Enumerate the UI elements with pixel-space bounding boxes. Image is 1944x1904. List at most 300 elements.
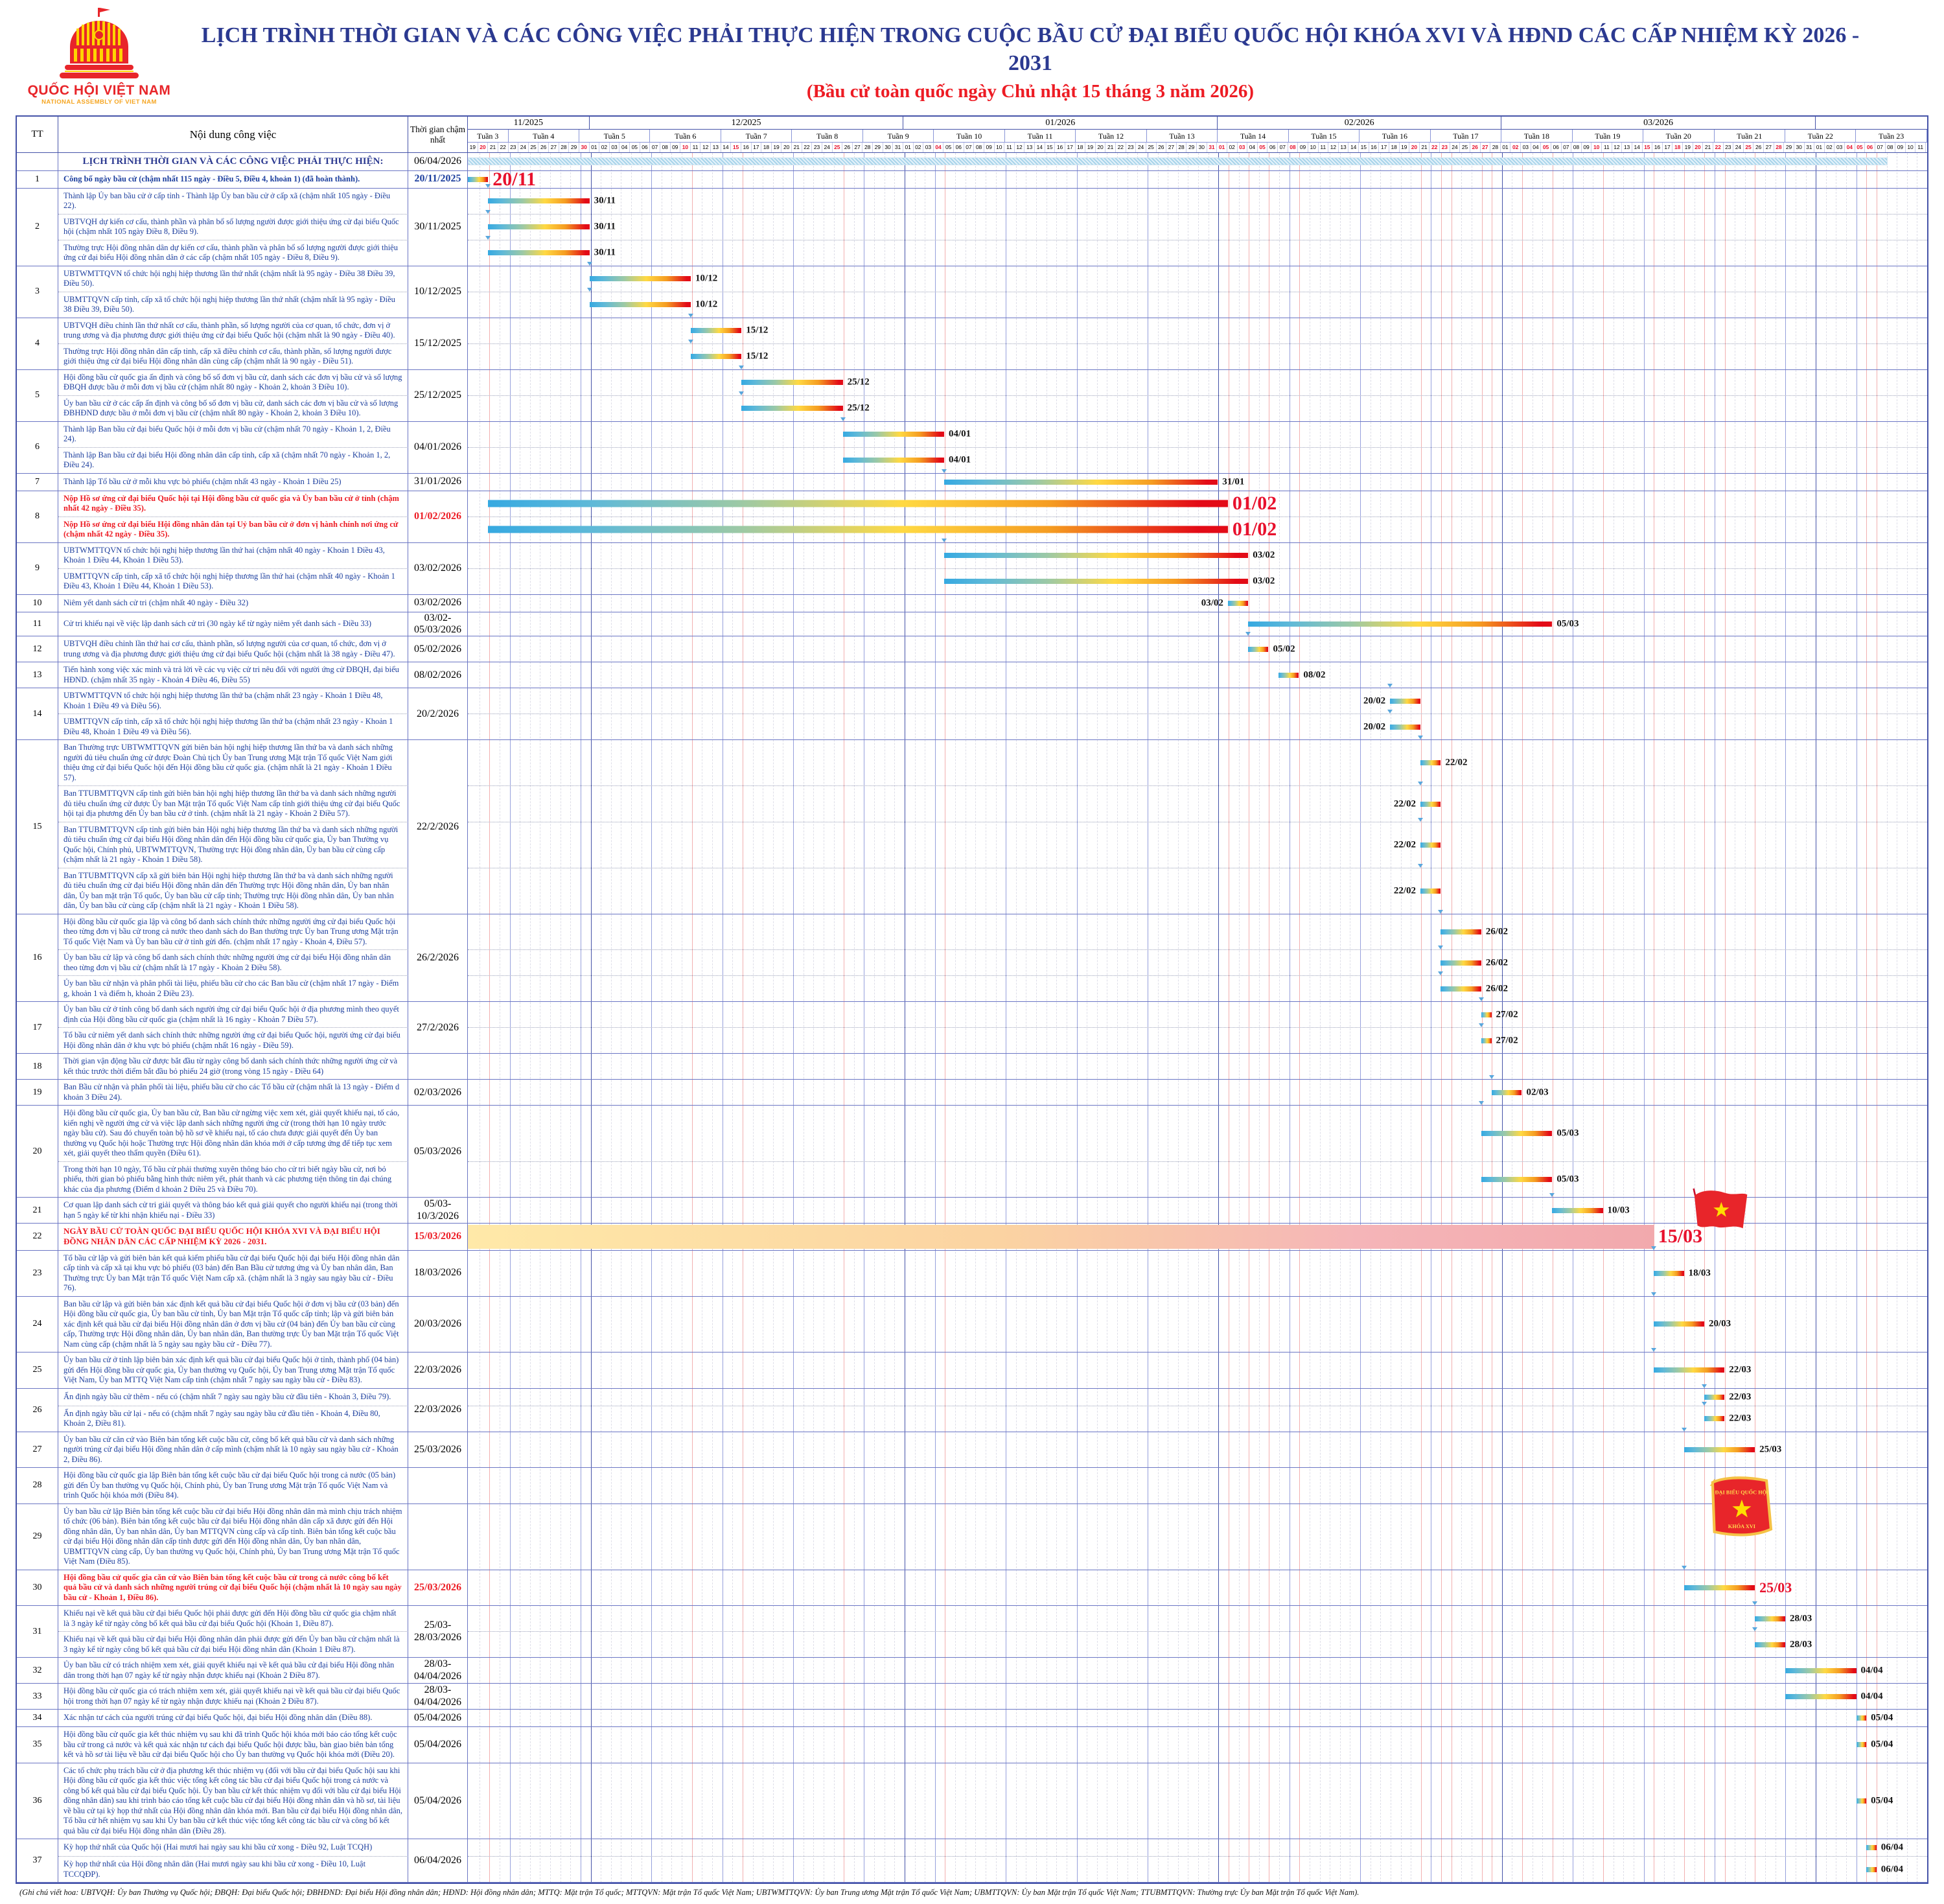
gantt-lane (468, 568, 1927, 594)
day-header: 05 (943, 143, 954, 152)
deadline-date (408, 1839, 468, 1882)
bar-date-label: 05/04 (1871, 1712, 1893, 1723)
gantt-lane (468, 785, 1927, 822)
deadline-date (408, 1432, 468, 1468)
deadline-line: 06/04/2026 (414, 156, 461, 167)
day-header: 19 (468, 143, 478, 152)
task-description: UBTVQH điều chỉnh lần thứ nhất cơ cấu, thành phần, số lượng người của cơ quan, tổ chức, đơn vị ở trung ương và địa phương được giới thiệu ứng cử đại biểu Quốc hội (chậm nhất là 90 ngày - Điều 40). (58, 318, 408, 343)
dependency-arrow-icon (1752, 1601, 1757, 1605)
week-header: Tuần 12 (1076, 130, 1146, 143)
row-number: 27 (17, 1432, 58, 1468)
deadline-line: 05/04/2026 (414, 1739, 461, 1750)
dependency-arrow-icon (1682, 1566, 1687, 1570)
gantt-bar (1481, 1038, 1492, 1043)
deadline-line: 20/2/2026 (417, 708, 459, 719)
day-header: 06 (1267, 143, 1278, 152)
dependency-arrow-icon (840, 417, 846, 421)
deadline-date (408, 1224, 468, 1249)
day-header: 08 (1288, 143, 1299, 152)
gantt-lane (468, 1054, 1927, 1079)
deadline-date (408, 1002, 468, 1053)
deadline-date (408, 189, 468, 266)
gantt-lane (468, 868, 1927, 914)
deadline-date (408, 543, 468, 594)
deadline-date (408, 491, 468, 542)
task-description: Ủy ban bầu cử nhận và phân phối tài liệu, phiếu bầu cử cho các Ban bầu cử (chậm nhất 17 ngày - Điểm g, khoản 1 và điểm h, khoản 2 Điều 23). (58, 975, 408, 1001)
gantt-lane (468, 714, 1927, 739)
gantt-lane (468, 1606, 1927, 1631)
national-assembly-logo (25, 6, 174, 106)
dependency-arrow-icon (1479, 997, 1484, 1001)
day-header: 24 (1450, 143, 1461, 152)
vietnam-flag-icon (1687, 1177, 1752, 1247)
day-header: 08 (1886, 143, 1896, 152)
week-header: Tuần 6 (650, 130, 721, 143)
gantt-bar (1704, 1416, 1724, 1421)
row-number: 23 (17, 1251, 58, 1296)
day-header: 14 (1632, 143, 1643, 152)
bar-date-label: 20/02 (1363, 695, 1386, 706)
schedule-row (17, 1080, 1927, 1106)
schedule-row (17, 318, 1927, 370)
day-header: 06 (1551, 143, 1562, 152)
week-header: Tuần 20 (1643, 130, 1714, 143)
week-header: Tuần 21 (1715, 130, 1785, 143)
bar-date-label: 26/02 (1485, 957, 1509, 968)
gantt-lane (468, 491, 1927, 517)
gantt-bar (488, 250, 589, 255)
table-body (17, 153, 1927, 1883)
row-number: 29 (17, 1504, 58, 1570)
day-header: 17 (1379, 143, 1389, 152)
deadline-date (408, 1054, 468, 1079)
day-header: 02 (1510, 143, 1521, 152)
dependency-arrow-icon (1479, 1101, 1484, 1105)
dependency-arrow-icon (1438, 971, 1443, 975)
task-description: Thành lập Tổ bầu cử ở mỗi khu vực bỏ phiếu (chậm nhất 43 ngày - Khoản 1 Điều 25) (58, 474, 408, 491)
bar-date-label: 30/11 (594, 247, 616, 258)
bar-date-label: 22/02 (1393, 839, 1417, 850)
task-description: Ủy ban bầu cử lập và công bố danh sách chính thức những người ứng cử đại biểu Hội đồng nhân dân theo từng đơn vị bầu cử (chậm nhất là 17 ngày - Khoản 2 Điều 58). (58, 949, 408, 975)
dependency-arrow-icon (587, 288, 592, 292)
row-number: 12 (17, 636, 58, 662)
gantt-bar (1866, 1845, 1877, 1850)
day-header: 05 (1541, 143, 1551, 152)
deadline-date (408, 1570, 468, 1606)
week-header: Tuần 9 (863, 130, 934, 143)
month-header: 01/2026 (903, 117, 1218, 130)
day-header: 08 (974, 143, 984, 152)
day-header: 02 (1227, 143, 1238, 152)
deadline-line: 22/03/2026 (414, 1364, 461, 1376)
schedule-row (17, 1684, 1927, 1710)
schedule-row (17, 1297, 1927, 1353)
day-header: 21 (792, 143, 802, 152)
bar-date-label: 28/03 (1790, 1613, 1812, 1624)
gantt-lane (468, 1489, 1927, 1606)
deadline-line: 02/03/2026 (414, 1086, 461, 1098)
dependency-arrow-icon (688, 314, 693, 318)
page-header (0, 0, 1944, 115)
row-number: 4 (17, 318, 58, 369)
gantt-lane (468, 153, 1927, 170)
dependency-arrow-icon (1387, 684, 1393, 688)
gantt-lane (468, 266, 1927, 292)
task-description: NGÀY BẦU CỬ TOÀN QUỐC ĐẠI BIỂU QUỐC HỘI KHÓA XVI VÀ ĐẠI BIỂU HỘI ĐỒNG NHÂN DÂN CÁC CẤP NHIỆM KỲ 2026 - 2031. (58, 1224, 408, 1249)
task-description: Tiến hành xong việc xác minh và trả lời về các vụ việc cử tri nêu đối với người ứng cử ĐBQH, đại biểu HĐND. (chậm nhất 35 ngày - Khoản 4 Điều 46, Điều 55) (58, 662, 408, 688)
deadline-line: 05/03- (424, 1198, 452, 1210)
week-header: Tuần 5 (579, 130, 650, 143)
row-number: 37 (17, 1839, 58, 1882)
day-header: 30 (579, 143, 590, 152)
gantt-lane (468, 1839, 1927, 1856)
day-header: 04 (1247, 143, 1258, 152)
deadline-date (408, 370, 468, 421)
deadline-line: 20/03/2026 (414, 1318, 461, 1330)
timeline-weeks-row (468, 130, 1927, 143)
deadline-date (408, 595, 468, 612)
week-header: Tuần 11 (1005, 130, 1076, 143)
deadline-line: 03/02- (424, 612, 452, 623)
dependency-arrow-icon (1438, 910, 1443, 914)
day-header: 11 (1319, 143, 1329, 152)
task-description: Kỳ họp thứ nhất của Hội đồng nhân dân (Hai mươi ngày sau khi bầu cử xong - Điều 10, Luật TCCQĐP). (58, 1856, 408, 1882)
bar-date-label: 27/02 (1496, 1009, 1518, 1020)
day-header: 09 (984, 143, 995, 152)
day-header: 16 (1369, 143, 1380, 152)
task-description: Thành lập Ủy ban bầu cử ở cấp tỉnh - Thành lập Ủy ban bầu cử ở cấp xã (chậm nhất 105 ngày - Điều 22). (58, 189, 408, 214)
schedule-row (17, 491, 1927, 543)
deadline-line: 22/03/2026 (414, 1404, 461, 1415)
day-header: 15 (1643, 143, 1653, 152)
week-header: Tuần 13 (1147, 130, 1218, 143)
schedule-row (17, 1763, 1927, 1840)
deadline-line: 05/02/2026 (414, 643, 461, 655)
bar-date-label: 22/03 (1729, 1364, 1752, 1375)
gantt-bar (1684, 1447, 1755, 1452)
day-header: 30 (1794, 143, 1805, 152)
gantt-bar (1492, 1090, 1522, 1095)
dependency-arrow-icon (1489, 1075, 1494, 1079)
day-header: 19 (1085, 143, 1096, 152)
deadline-date (408, 1606, 468, 1657)
gantt-bar (691, 328, 741, 333)
task-description: Ủy ban bầu cử ở tỉnh công bố danh sách người ứng cử đại biểu Quốc hội ở địa phương mình theo quyết định của Hội đồng bầu cử quốc gia (chậm nhất là 16 ngày - Khoản 7 Điều 57). (58, 1002, 408, 1027)
dependency-arrow-icon (1479, 1023, 1484, 1027)
gantt-bar (1441, 929, 1481, 935)
gantt-lane (468, 1389, 1927, 1406)
gantt-bar (1785, 1668, 1856, 1673)
schedule-row (17, 1432, 1927, 1469)
day-header: 10 (1308, 143, 1319, 152)
flag2-top-text: ĐẠI BIỂU QUỐC HỘI (1715, 1489, 1769, 1496)
row-number: 2 (17, 189, 58, 266)
dependency-arrow-icon (942, 469, 947, 473)
gantt-bar (1857, 1742, 1867, 1747)
gantt-bar (1552, 1208, 1603, 1213)
gantt-lane (468, 1106, 1927, 1161)
task-description: Thời gian vận động bầu cử được bắt đầu từ ngày công bố danh sách chính thức những người ứng cử và kết thúc trước thời điểm bắt đầu bỏ phiếu 24 giờ (trong vòng 15 ngày - Điều 64) (58, 1054, 408, 1079)
dependency-arrow-icon (942, 539, 947, 542)
day-header: 06 (1865, 143, 1875, 152)
gantt-lane (468, 949, 1927, 975)
day-header: 08 (660, 143, 671, 152)
bar-date-label: 05/03 (1556, 1174, 1579, 1185)
deadline-line: 25/03- (424, 1620, 452, 1631)
day-header: 13 (1024, 143, 1035, 152)
deadline-line: 05/03/2026 (414, 623, 461, 635)
deadline-line: 05/04/2026 (414, 1794, 461, 1806)
bar-date-label: 22/02 (1393, 885, 1417, 896)
day-header: 03 (923, 143, 934, 152)
day-header: 25 (833, 143, 843, 152)
day-header: 21 (1420, 143, 1430, 152)
bar-date-label: 05/03 (1556, 1128, 1579, 1139)
deadline-line: 10/3/2026 (417, 1210, 459, 1222)
row-number: 28 (17, 1468, 58, 1503)
month-header: 12/2025 (590, 117, 904, 130)
day-header: 09 (671, 143, 681, 152)
gantt-bar (488, 526, 1228, 533)
deadline-date (408, 1504, 468, 1570)
week-header: Tuần 22 (1785, 130, 1856, 143)
schedule-row (17, 1251, 1927, 1297)
day-header: 26 (1753, 143, 1764, 152)
schedule-row (17, 688, 1927, 740)
task-description: Ban Bầu cử nhận và phân phối tài liệu, phiếu bầu cử cho các Tổ bầu cử (chậm nhất là 13 ngày - Điểm d khoản 3 Điều 24). (58, 1080, 408, 1105)
bar-date-label: 05/02 (1273, 644, 1295, 655)
day-header: 20 (478, 143, 489, 152)
day-header: 13 (1622, 143, 1632, 152)
gantt-lane (468, 343, 1927, 369)
gantt-lane (468, 1224, 1927, 1249)
gantt-bar (590, 302, 691, 307)
gantt-bar (1704, 1395, 1724, 1400)
day-header: 17 (752, 143, 762, 152)
task-description: Ủy ban bầu cử ở tỉnh lập biên bản xác định kết quả bầu cử đại biểu Quốc hội ở tỉnh, thành phố (04 bản) gửi đến Hội đồng bầu cử quốc gia, Ủy ban thường vụ Quốc hội, Ủy ban Trung ương Mặt trận Tổ quốc Việt Nam, Ủy ban MTTQ Việt Nam cấp tỉnh (chậm nhất 7 ngày sau ngày bầu cử - Điều 83). (58, 1353, 408, 1388)
gantt-lane (468, 447, 1927, 473)
day-header: 16 (1055, 143, 1065, 152)
day-header: 15 (1045, 143, 1056, 152)
election-day-band (468, 1225, 1654, 1248)
schedule-row (17, 1353, 1927, 1389)
row-number: 3 (17, 266, 58, 318)
gantt-bar (691, 354, 741, 359)
schedule-row (17, 1224, 1927, 1250)
day-header: 22 (802, 143, 813, 152)
schedule-row (17, 1839, 1927, 1883)
day-header: 02 (914, 143, 924, 152)
task-description: UBMTTQVN cấp tỉnh, cấp xã tổ chức hội nghị hiệp thương lần thứ hai (chậm nhất 40 ngày - Khoản 1 Điều 43, Khoản 1 Điều 44, Khoản 1 Điều 53). (58, 568, 408, 594)
gantt-lane (468, 1027, 1927, 1053)
task-description: Ủy ban bầu cử có trách nhiệm xem xét, giải quyết khiếu nại về kết quả bầu cử đại biểu Hội đồng nhân dân trong thời hạn 07 ngày kể từ ngày nhận được khiếu nại (Khoản 2 Điều 87). (58, 1658, 408, 1683)
day-header: 28 (559, 143, 570, 152)
day-header: 04 (619, 143, 630, 152)
gantt-lane (468, 1684, 1927, 1709)
bar-date-label: 20/11 (492, 168, 536, 190)
task-description: Hội đồng bầu cử quốc gia căn cứ vào Biên bản tổng kết cuộc bầu cử trong cả nước công bố kết quả bầu cử và danh sách những người trúng cử đại biểu Quốc hội (chậm nhất là 10 ngày sau ngày bầu cử - Khoản 1, Điều 86). (58, 1570, 408, 1606)
schedule-row (17, 1606, 1927, 1658)
task-description: Trong thời hạn 10 ngày, Tổ bầu cử phải thường xuyên thông báo cho cử tri biết ngày bầu cử, nơi bỏ phiếu, thời gian bỏ phiếu bằng hình thức niêm yết, phát thanh và các phương tiện thông tin đại chúng khác của địa phương (Điểm d khoản 2 Điều 25 và Điều 70). (58, 1161, 408, 1198)
deadline-date (408, 1468, 468, 1503)
deadline-line: 25/12/2025 (414, 389, 461, 401)
schedule-row (17, 189, 1927, 266)
deadline-date (408, 914, 468, 1002)
schedule-table (16, 115, 1928, 1884)
deadline-line: 05/03/2026 (414, 1145, 461, 1157)
row-number: 25 (17, 1353, 58, 1388)
bar-date-label: 06/04 (1880, 1864, 1903, 1875)
gantt-lane (468, 1251, 1927, 1296)
day-header: 11 (1602, 143, 1612, 152)
row-number: 1 (17, 171, 58, 188)
bar-date-label: 04/01 (949, 428, 971, 439)
dependency-arrow-icon (1418, 782, 1423, 785)
bar-date-label: 04/04 (1860, 1665, 1883, 1676)
column-header-deadline: Thời gian chậm nhất (408, 117, 468, 152)
gantt-bar (1654, 1271, 1684, 1276)
bar-date-label: 01/02 (1232, 518, 1277, 540)
row-number: 14 (17, 688, 58, 739)
row-number (17, 153, 58, 170)
day-header: 12 (1015, 143, 1025, 152)
task-description: Ban TTUBMTTQVN cấp tỉnh gửi biên bản hội nghị hiệp thương lần thứ ba và danh sách những người đủ tiêu chuẩn ứng cử được Ủy ban Mặt trận Tổ quốc Việt Nam cấp tỉnh giới thiệu ứng cử đại biểu Quốc hội tại địa phương đến Ủy ban bầu cử ở tỉnh. (chậm nhất là 21 ngày - Khoản 2 Điều 57). (58, 785, 408, 822)
deadline-date (408, 1080, 468, 1105)
timeline-months-row (468, 117, 1927, 130)
gantt-bar (1390, 725, 1420, 730)
dependency-arrow-icon (739, 366, 744, 369)
schedule-row (17, 474, 1927, 491)
week-header: Tuần 14 (1218, 130, 1288, 143)
day-header: 28 (862, 143, 873, 152)
task-description: Ban TTUBMTTQVN cấp xã gửi biên bản Hội nghị hiệp thương lần thứ ba và danh sách những người đủ tiêu chuẩn ứng cử đại biểu Hội đồng nhân dân đến Thường trực Hội đồng nhân dân, Ủy ban nhân dân, Ủy ban mặt trận Tổ quốc, Ủy ban bầu cử cấp tỉnh; Thường trực Hội đồng nhân dân, Ủy ban nhân dân, Ủy ban bầu cử cùng cấp (chậm nhất là 21 ngày - Khoản 1 Điều 58). (58, 868, 408, 914)
task-description: UBTWMTTQVN tổ chức hội nghị hiệp thương lần thứ hai (chậm nhất 40 ngày - Khoản 1 Điều 43, Khoản 1 Điều 44, Khoản 1 Điều 53). (58, 543, 408, 568)
day-header: 30 (883, 143, 894, 152)
timeline-header (468, 117, 1927, 152)
gantt-bar (1420, 802, 1441, 807)
gantt-lane (468, 822, 1927, 868)
day-header: 20 (1693, 143, 1704, 152)
deadline-line: 05/04/2026 (414, 1712, 461, 1723)
month-header (1816, 117, 1927, 130)
gantt-lane (468, 1080, 1927, 1105)
deadline-line: 18/03/2026 (414, 1267, 461, 1279)
week-header: Tuần 15 (1289, 130, 1360, 143)
day-header: 20 (1096, 143, 1106, 152)
gantt-bar (1441, 986, 1481, 992)
bar-date-label: 22/03 (1729, 1413, 1752, 1424)
deadline-date (408, 1297, 468, 1353)
day-header: 29 (873, 143, 883, 152)
deadline-line: 30/11/2025 (414, 220, 461, 232)
day-header: 25 (1146, 143, 1157, 152)
bar-date-label: 05/04 (1871, 1739, 1893, 1750)
column-header-task: Nội dung công việc (58, 117, 408, 152)
logo-subtitle: NATIONAL ASSEMBLY OF VIET NAM (41, 99, 157, 106)
dependency-arrow-icon (1702, 1384, 1707, 1388)
week-header: Tuần 10 (934, 130, 1004, 143)
schedule-row (17, 1468, 1927, 1504)
bar-date-label: 22/03 (1729, 1391, 1752, 1402)
day-header: 06 (954, 143, 964, 152)
month-header: 03/2026 (1501, 117, 1816, 130)
gantt-lane (468, 1297, 1927, 1353)
row-number: 16 (17, 914, 58, 1002)
day-header: 22 (1429, 143, 1440, 152)
task-description: Công bố ngày bầu cử (chậm nhất 115 ngày - Điều 5, Điều 4, khoản 1) (đã hoàn thành). (58, 171, 408, 188)
day-header: 03 (1238, 143, 1248, 152)
day-header: 25 (1744, 143, 1754, 152)
row-number: 26 (17, 1389, 58, 1432)
day-header: 03 (1834, 143, 1845, 152)
day-header: 04 (934, 143, 944, 152)
task-description: Ban TTUBMTTQVN cấp tỉnh gửi biên bản Hội nghị hiệp thương lần thứ ba và danh sách những người đủ tiêu chuẩn ứng cử đại biểu Hội đồng nhân dân đến Hội đồng bầu cử quốc gia, Ủy ban Thường vụ Quốc hội, Chính phủ, UBTWMTTQVN, Thường trực Hội đồng nhân dân, Ủy ban bầu cử cùng cấp (chậm nhất là 21 ngày - Khoản 1 Điều 58). (58, 822, 408, 868)
schedule-row (17, 595, 1927, 612)
dependency-arrow-icon (1245, 632, 1251, 636)
gantt-lane (468, 636, 1927, 662)
schedule-row (17, 662, 1927, 688)
gantt-lane (468, 422, 1927, 447)
gantt-lane (468, 1727, 1927, 1763)
schedule-row (17, 543, 1927, 595)
day-header: 10 (680, 143, 691, 152)
deadline-date (408, 636, 468, 662)
page-subtitle: (Bầu cử toàn quốc ngày Chủ nhật 15 tháng 3 năm 2026) (806, 81, 1255, 102)
gantt-bar (1866, 1867, 1877, 1872)
day-header: 01 (903, 143, 914, 152)
task-description: Niêm yết danh sách cử tri (chậm nhất 40 ngày - Điều 32) (58, 595, 408, 612)
day-header: 09 (1895, 143, 1906, 152)
bar-date-label: 10/12 (695, 273, 718, 284)
bar-date-label: 15/12 (746, 351, 769, 362)
task-description: Ủy ban bầu cử căn cứ vào Biên bản tổng kết cuộc bầu cử, công bố kết quả bầu cử và danh sách những người trúng cử đại biểu Hội đồng nhân dân ở cấp mình (chậm nhất là 10 ngày sau ngày bầu cử - Khoản 2, Điều 86). (58, 1432, 408, 1468)
gantt-bar (1654, 1367, 1724, 1373)
bar-date-label: 05/03 (1556, 618, 1579, 629)
gantt-bar (1248, 621, 1552, 627)
deadline-date (408, 1710, 468, 1726)
day-header: 05 (630, 143, 640, 152)
day-header: 24 (1733, 143, 1744, 152)
flag2-bottom-text: KHÓA XVI (1728, 1523, 1756, 1529)
gantt-bar (468, 177, 488, 182)
day-header: 23 (812, 143, 822, 152)
day-header: 21 (1703, 143, 1713, 152)
schedule-row (17, 1727, 1927, 1763)
deadline-line: 15/03/2026 (414, 1231, 461, 1242)
gantt-lane (468, 740, 1927, 785)
row-number: 7 (17, 474, 58, 491)
day-header: 08 (1571, 143, 1582, 152)
bar-date-label: 10/03 (1607, 1205, 1630, 1216)
gantt-bar (843, 432, 944, 437)
day-header: 27 (1481, 143, 1491, 152)
gantt-bar (468, 157, 1888, 165)
deadline-date (408, 1106, 468, 1197)
week-header: Tuần 3 (468, 130, 509, 143)
dependency-arrow-icon (1418, 864, 1423, 868)
day-header: 23 (1724, 143, 1734, 152)
day-header: 23 (1126, 143, 1137, 152)
day-header: 30 (1197, 143, 1207, 152)
day-header: 07 (1875, 143, 1886, 152)
gantt-bar (1248, 647, 1268, 652)
task-description: Thường trực Hội đồng nhân dân cấp tỉnh, cấp xã điều chỉnh cơ cấu, thành phần, số lượng người được giới thiệu ứng cử đại biểu Hội đồng nhân dân cùng cấp (chậm nhất là 90 ngày - Điều 51). (58, 343, 408, 369)
bar-date-label: 20/02 (1363, 721, 1386, 732)
month-header: 11/2025 (468, 117, 590, 130)
task-description: Cử tri khiếu nại về việc lập danh sách cử tri (30 ngày kể từ ngày niêm yết danh sách - Điều 33) (58, 612, 408, 636)
day-header: 18 (761, 143, 772, 152)
logo-title: QUỐC HỘI VIỆT NAM (27, 83, 171, 98)
